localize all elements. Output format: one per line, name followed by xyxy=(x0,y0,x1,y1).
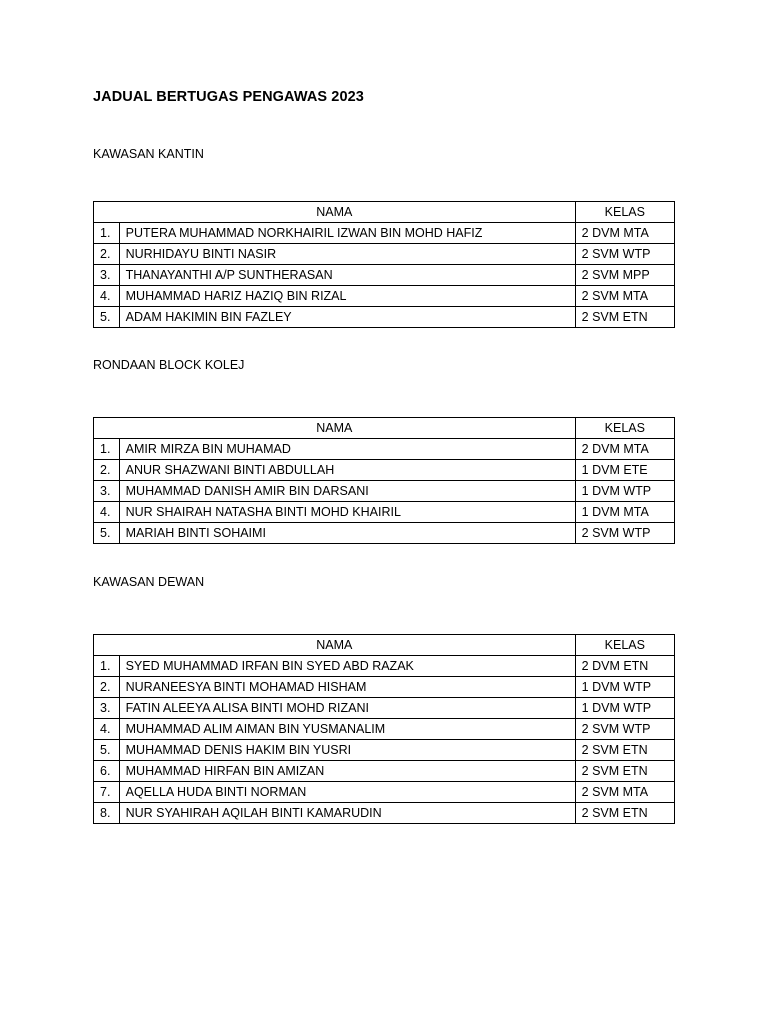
student-class: 2 SVM ETN xyxy=(575,803,674,824)
row-number: 2. xyxy=(94,460,120,481)
student-class: 1 DVM MTA xyxy=(575,502,674,523)
student-name: NUR SYAHIRAH AQILAH BINTI KAMARUDIN xyxy=(119,803,575,824)
student-name: NUR SHAIRAH NATASHA BINTI MOHD KHAIRIL xyxy=(119,502,575,523)
table-row xyxy=(94,460,675,481)
student-name: NURHIDAYU BINTI NASIR xyxy=(119,244,575,265)
page-title: JADUAL BERTUGAS PENGAWAS 2023 xyxy=(93,89,364,105)
student-class: 1 DVM WTP xyxy=(575,677,674,698)
table-row xyxy=(94,719,675,740)
student-class: 2 SVM ETN xyxy=(575,740,674,761)
student-class: 2 SVM MPP xyxy=(575,265,674,286)
student-name: THANAYANTHI A/P SUNTHERASAN xyxy=(119,265,575,286)
section-heading-kantin: KAWASAN KANTIN xyxy=(93,147,204,161)
section-heading-rondaan: RONDAAN BLOCK KOLEJ xyxy=(93,358,245,372)
student-name: AMIR MIRZA BIN MUHAMAD xyxy=(119,439,575,460)
student-name: MUHAMMAD HIRFAN BIN AMIZAN xyxy=(119,761,575,782)
header-nama: NAMA xyxy=(94,418,576,439)
student-class: 2 DVM MTA xyxy=(575,223,674,244)
student-class: 2 SVM WTP xyxy=(575,719,674,740)
table-row xyxy=(94,761,675,782)
table-row xyxy=(94,307,675,328)
row-number: 1. xyxy=(94,439,120,460)
row-number: 3. xyxy=(94,481,120,502)
header-nama: NAMA xyxy=(94,635,576,656)
table-row xyxy=(94,265,675,286)
table-row xyxy=(94,286,675,307)
table-dewan xyxy=(93,634,675,824)
section-heading-dewan: KAWASAN DEWAN xyxy=(93,575,205,589)
student-name: MUHAMMAD ALIM AIMAN BIN YUSMANALIM xyxy=(119,719,575,740)
table-row xyxy=(94,439,675,460)
student-name: MUHAMMAD HARIZ HAZIQ BIN RIZAL xyxy=(119,286,575,307)
student-class: 2 SVM ETN xyxy=(575,761,674,782)
header-kelas: KELAS xyxy=(575,202,674,223)
row-number: 6. xyxy=(94,761,120,782)
student-class: 1 DVM WTP xyxy=(575,481,674,502)
table-row xyxy=(94,244,675,265)
table-row xyxy=(94,656,675,677)
row-number: 5. xyxy=(94,523,120,544)
table-row xyxy=(94,677,675,698)
student-name: PUTERA MUHAMMAD NORKHAIRIL IZWAN BIN MOHD HAFIZ xyxy=(119,223,575,244)
table-row xyxy=(94,502,675,523)
student-class: 2 SVM MTA xyxy=(575,782,674,803)
table-row xyxy=(94,481,675,502)
student-class: 2 DVM ETN xyxy=(575,656,674,677)
row-number: 1. xyxy=(94,223,120,244)
header-kelas: KELAS xyxy=(575,418,674,439)
table-row xyxy=(94,740,675,761)
student-name: SYED MUHAMMAD IRFAN BIN SYED ABD RAZAK xyxy=(119,656,575,677)
row-number: 4. xyxy=(94,719,120,740)
row-number: 4. xyxy=(94,502,120,523)
row-number: 7. xyxy=(94,782,120,803)
row-number: 4. xyxy=(94,286,120,307)
student-class: 2 SVM MTA xyxy=(575,286,674,307)
student-name: MARIAH BINTI SOHAIMI xyxy=(119,523,575,544)
student-name: MUHAMMAD DENIS HAKIM BIN YUSRI xyxy=(119,740,575,761)
table-header-row xyxy=(94,418,675,439)
student-name: MUHAMMAD DANISH AMIR BIN DARSANI xyxy=(119,481,575,502)
row-number: 2. xyxy=(94,677,120,698)
student-class: 1 DVM ETE xyxy=(575,460,674,481)
table-kantin xyxy=(93,201,675,328)
row-number: 2. xyxy=(94,244,120,265)
table-row xyxy=(94,803,675,824)
table-header-row xyxy=(94,202,675,223)
table-rondaan xyxy=(93,417,675,544)
student-name: NURANEESYA BINTI MOHAMAD HISHAM xyxy=(119,677,575,698)
row-number: 8. xyxy=(94,803,120,824)
student-class: 2 SVM WTP xyxy=(575,523,674,544)
table-row xyxy=(94,223,675,244)
row-number: 1. xyxy=(94,656,120,677)
student-name: AQELLA HUDA BINTI NORMAN xyxy=(119,782,575,803)
student-class: 2 SVM WTP xyxy=(575,244,674,265)
student-name: ADAM HAKIMIN BIN FAZLEY xyxy=(119,307,575,328)
row-number: 5. xyxy=(94,307,120,328)
student-class: 2 SVM ETN xyxy=(575,307,674,328)
table-header-row xyxy=(94,635,675,656)
header-kelas: KELAS xyxy=(575,635,674,656)
header-nama: NAMA xyxy=(94,202,576,223)
student-class: 2 DVM MTA xyxy=(575,439,674,460)
student-name: ANUR SHAZWANI BINTI ABDULLAH xyxy=(119,460,575,481)
row-number: 3. xyxy=(94,698,120,719)
table-row xyxy=(94,782,675,803)
table-row xyxy=(94,698,675,719)
row-number: 3. xyxy=(94,265,120,286)
row-number: 5. xyxy=(94,740,120,761)
student-name: FATIN ALEEYA ALISA BINTI MOHD RIZANI xyxy=(119,698,575,719)
table-row xyxy=(94,523,675,544)
student-class: 1 DVM WTP xyxy=(575,698,674,719)
